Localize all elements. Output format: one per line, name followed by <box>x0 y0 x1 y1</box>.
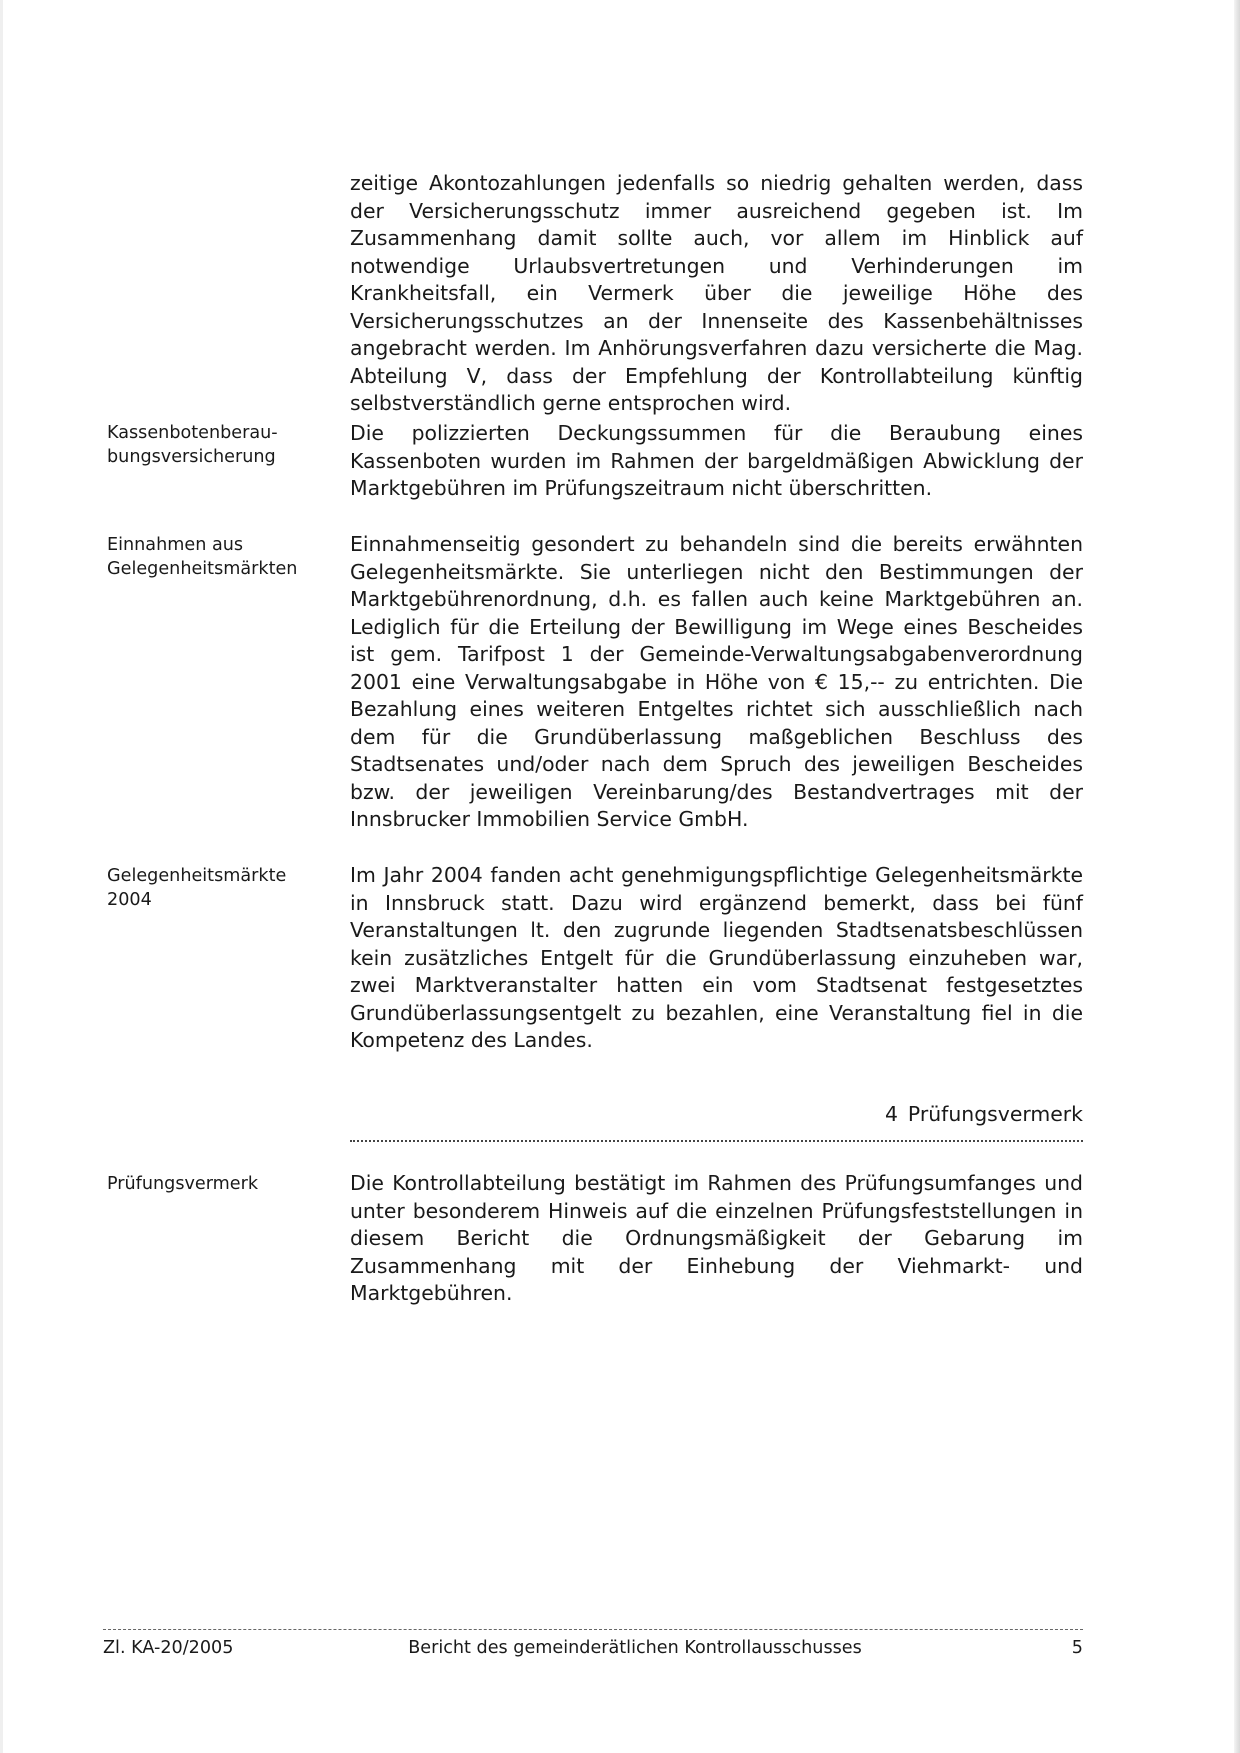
margin-note-einnahmen <box>107 533 317 581</box>
section-einnahmen <box>350 531 1083 834</box>
chapter-dotted-rule <box>350 1140 1083 1142</box>
paragraph-text: Einnahmenseitig gesondert zu behandeln sind die bereits erwähnten Gelegenheitsmärkte. Sie unterliegen nicht den Bestimmungen der Marktgebührenordnung, d.h. es fallen auch keine Marktgebühren an. Lediglich für die Erteilung der Bewilligung im Wege eines Bescheides ist gem. Tarifpost 1 der Gemeinde-Verwaltungsabgabenverordnung 2001 eine Verwaltungsabgabe in Höhe von € 15,-- zu entrichten. Die Bezahlung eines weiteren Entgeltes richtet sich ausschließlich nach dem für die Grundüberlassung maßgeblichen Beschluss des Stadtsenates und/oder nach dem Spruch des jeweiligen Bescheides bzw. der jeweiligen Vereinbarung/des Bestandvertrages mit der Innsbrucker Immobilien Service GmbH. <box>350 532 1083 831</box>
margin-note-line: bungsversicherung <box>107 447 276 467</box>
margin-note-pruefungsvermerk <box>107 1172 317 1196</box>
chapter-heading <box>350 1100 1083 1128</box>
margin-note-gelegenheitsmaerkte <box>107 864 317 912</box>
margin-note-line: Gelegenheitsmärkte <box>107 866 287 886</box>
paragraph-text: Im Jahr 2004 fanden acht genehmigungspflichtige Gelegenheitsmärkte in Innsbruck statt. Dazu wird ergänzend bemerkt, dass bei fünf Veranstaltungen lt. den zugrunde liegenden Stadtsenatsbeschlüssen kein zusätzliches Entgelt für die Grundüberlassung einzuheben war, zwei Marktveranstalter hatten ein vom Stadtsenat festgesetztes Grundüberlassungsentgelt zu bezahlen, eine Veranstaltung fiel in die Kompetenz des Landes. <box>350 863 1083 1052</box>
margin-note-line: Kassenbotenberau- <box>107 423 278 443</box>
footer-dashed-rule <box>103 1629 1083 1630</box>
section-gelegenheitsmaerkte <box>350 862 1083 1055</box>
margin-note-kassenboten <box>107 421 317 469</box>
chapter-title: Prüfungsvermerk <box>907 1102 1083 1126</box>
continuation-paragraph <box>350 170 1083 418</box>
margin-note-line: Einnahmen aus <box>107 535 244 555</box>
margin-note-line: Prüfungsvermerk <box>107 1174 259 1194</box>
margin-note-line: Gelegenheitsmärkten <box>107 559 298 579</box>
footer-title: Bericht des gemeinderätlichen Kontrollausschusses <box>408 1638 862 1658</box>
paragraph-text: Die polizzierten Deckungssummen für die Beraubung eines Kassenboten wurden im Rahmen der bargeldmäßigen Abwicklung der Marktgebühren im Prüfungszeitraum nicht überschritten. <box>350 421 1083 500</box>
margin-note-line: 2004 <box>107 890 152 910</box>
page-number: 5 <box>1071 1638 1083 1658</box>
section-pruefungsvermerk <box>350 1170 1083 1308</box>
paragraph-text: zeitige Akontozahlungen jedenfalls so niedrig gehalten werden, dass der Versicherungsschutz immer ausreichend gegeben ist. Im Zusammenhang damit sollte auch, vor allem im Hinblick auf notwendige Urlaubsvertretungen und Verhinderungen im Krankheitsfall, ein Vermerk über die jeweilige Höhe des Versicherungsschutzes an der Innenseite des Kassenbehältnisses angebracht werden. Im Anhörungsverfahren dazu versicherte die Mag. Abteilung V, dass der Empfehlung der Kontrollabteilung künftig selbstverständlich gerne entsprochen wird. <box>350 171 1083 415</box>
scan-edge-left <box>0 0 3 1753</box>
chapter-number: 4 <box>884 1102 898 1126</box>
section-kassenboten <box>350 420 1083 503</box>
footer-reference: Zl. KA-20/2005 <box>103 1638 234 1658</box>
paragraph-text: Die Kontrollabteilung bestätigt im Rahmen des Prüfungsumfanges und unter besonderem Hinweis auf die einzelnen Prüfungsfeststellungen in diesem Bericht die Ordnungsmäßigkeit der Gebarung im Zusammenhang mit der Einhebung der Viehmarkt- und Marktgebühren. <box>350 1171 1083 1305</box>
scan-edge-right <box>1234 0 1240 1753</box>
